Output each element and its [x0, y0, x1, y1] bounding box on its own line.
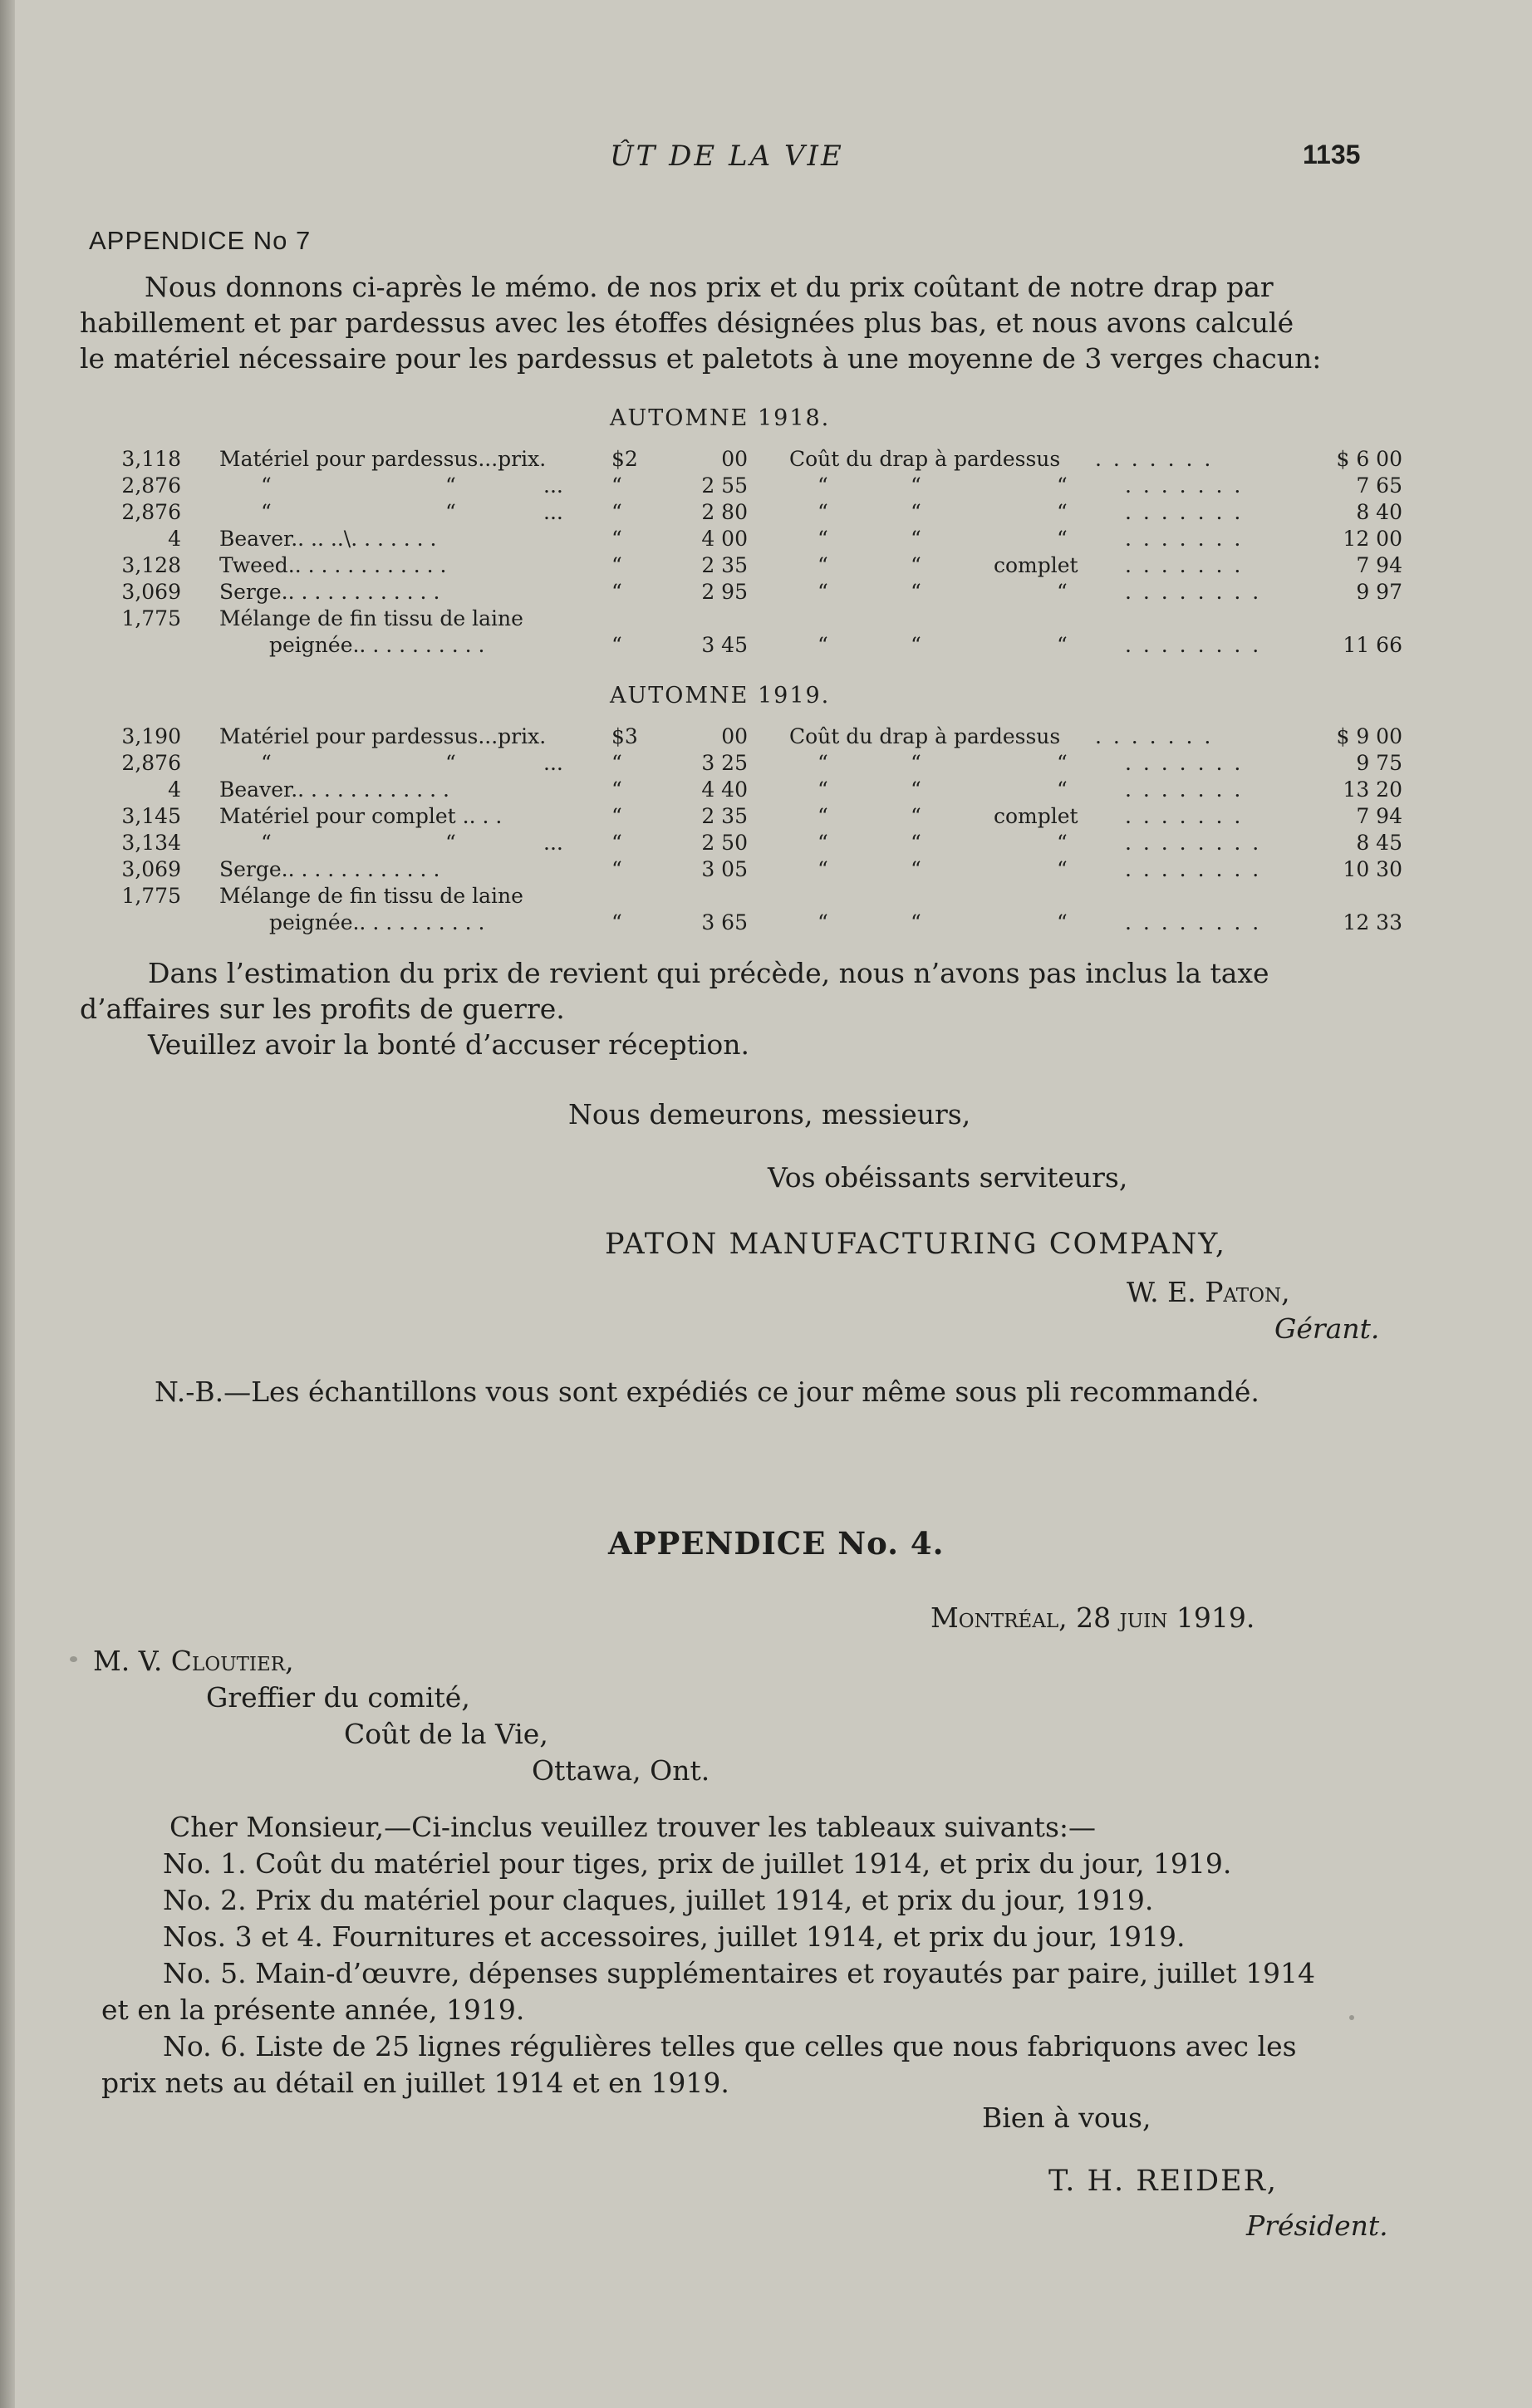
ditto-mark: “ — [911, 633, 921, 657]
total-cell: $ 6 00 — [1336, 447, 1402, 471]
appendix-7-intro — [80, 269, 1384, 376]
price-cell: 4 00 — [701, 527, 748, 551]
ditto-mark: “ — [818, 500, 828, 524]
ditto-mark: “ — [1057, 910, 1068, 934]
leader-dots: . . . . . . . . — [1125, 857, 1262, 881]
total-cell: 9 97 — [1356, 580, 1402, 604]
table-row — [42, 553, 1402, 580]
page-number: 1135 — [1303, 140, 1361, 169]
price-prefix: “ — [611, 553, 622, 577]
price-cell: 2 35 — [701, 804, 748, 828]
ditto-mark: “ — [1057, 857, 1068, 881]
table-row — [42, 804, 1402, 831]
table-row — [42, 884, 1371, 910]
ditto-mark: “ — [261, 500, 272, 524]
description-cell: peignée.. . . . . . . . . . — [269, 910, 485, 934]
ditto-mark: “ — [818, 580, 828, 604]
ditto-mark: “ — [1057, 777, 1068, 802]
leader-dots: . . . . . . . . — [1125, 633, 1262, 657]
price-cell: 3 65 — [701, 910, 748, 934]
quantity-cell: 2,876 — [121, 500, 181, 524]
ditto-mark: “ — [911, 580, 921, 604]
signer-title: Président. — [1246, 2209, 1388, 2242]
total-cell: 11 66 — [1343, 633, 1402, 657]
price-prefix: “ — [611, 527, 622, 551]
section-title: AUTOMNE 1918. — [610, 405, 831, 431]
dateline: Montréal, 28 juin 1919. — [930, 1601, 1255, 1634]
address-line: M. V. Cloutier, — [93, 1645, 294, 1677]
cost-description: Coût du drap à pardessus — [789, 724, 1061, 748]
body-line: et en la présente année, 1919. — [101, 1994, 525, 2026]
table-row — [42, 831, 1402, 857]
description-cell: Matériel pour pardessus...prix. — [219, 724, 547, 748]
closing: Bien à vous, — [982, 2101, 1151, 2134]
ditto-mark: “ — [1057, 500, 1068, 524]
ditto-mark: “ — [1057, 751, 1068, 775]
ditto-mark: “ — [911, 553, 921, 577]
price-cell: 2 95 — [701, 580, 748, 604]
description-cell: Matériel pour pardessus...prix. — [219, 447, 547, 471]
binding-gutter — [0, 0, 15, 2408]
leader-dots: ... — [543, 473, 563, 498]
description-cell: Beaver.. . . . . . . . . . . . — [219, 777, 449, 802]
ditto-mark: “ — [818, 553, 828, 577]
total-cell: 9 75 — [1356, 751, 1402, 775]
table-row — [42, 724, 1402, 751]
quantity-cell: 2,876 — [121, 751, 181, 775]
ditto-mark: “ — [445, 831, 456, 855]
running-title: ÛT DE LA VIE — [610, 140, 844, 173]
quantity-cell: 3,069 — [121, 857, 181, 881]
price-cell: 3 25 — [701, 751, 748, 775]
quantity-cell: 1,775 — [121, 884, 181, 908]
total-cell: 7 94 — [1356, 553, 1402, 577]
ditto-mark: “ — [911, 857, 921, 881]
ditto-mark: “ — [911, 473, 921, 498]
quantity-cell: 3,190 — [121, 724, 181, 748]
signer-name: T. H. REIDER, — [1048, 2165, 1279, 2198]
table-row — [42, 527, 1402, 553]
table-row — [42, 777, 1402, 804]
ditto-mark: “ — [818, 804, 828, 828]
signer-title: Gérant. — [1274, 1312, 1380, 1345]
ditto-mark: “ — [818, 751, 828, 775]
company-name: PATON MANUFACTURING COMPANY, — [605, 1228, 1227, 1261]
price-cell: 2 80 — [701, 500, 748, 524]
ditto-mark: “ — [911, 500, 921, 524]
quantity-cell: 3,128 — [121, 553, 181, 577]
total-cell: 13 20 — [1343, 777, 1402, 802]
table-row — [42, 910, 1402, 937]
body-line: Nos. 3 et 4. Fournitures et accessoires, juillet 1914, et prix du jour, 1919. — [163, 1920, 1186, 1953]
description-cell: Tweed.. . . . . . . . . . . . — [219, 553, 447, 577]
table-row — [42, 857, 1402, 884]
price-prefix: “ — [611, 473, 622, 498]
price-cell: 3 45 — [701, 633, 748, 657]
ditto-mark: “ — [911, 831, 921, 855]
ditto-mark: “ — [818, 831, 828, 855]
complet-label: complet — [994, 553, 1078, 577]
quantity-cell: 3,145 — [121, 804, 181, 828]
closing-line: d’affaires sur les profits de guerre. — [80, 993, 565, 1025]
ditto-mark: “ — [445, 500, 456, 524]
closing-line: Veuillez avoir la bonté d’accuser réception. — [148, 1028, 750, 1061]
address-line: Greffier du comité, — [206, 1681, 470, 1714]
ditto-mark: “ — [911, 527, 921, 551]
total-cell: 7 65 — [1356, 473, 1402, 498]
table-row — [42, 751, 1402, 777]
price-cell: 3 05 — [701, 857, 748, 881]
address-line: Coût de la Vie, — [344, 1718, 548, 1750]
quantity-cell: 1,775 — [121, 606, 181, 630]
price-cell: 00 — [721, 447, 748, 471]
quantity-cell: 2,876 — [121, 473, 181, 498]
body-line: No. 5. Main-d’œuvre, dépenses supplémentaires et royautés par paire, juillet 1914 — [163, 1957, 1316, 1989]
price-prefix: “ — [611, 500, 622, 524]
intro-line: le matériel nécessaire pour les pardessus et paletots à une moyenne de 3 verges chacun: — [80, 342, 1322, 375]
quantity-cell: 4 — [168, 527, 181, 551]
intro-line: habillement et par pardessus avec les étoffes désignées plus bas, et nous avons calculé — [80, 307, 1294, 339]
table-row — [42, 473, 1402, 500]
address-line: Ottawa, Ont. — [532, 1754, 710, 1787]
leader-dots: . . . . . . . — [1125, 553, 1244, 577]
quantity-cell: 4 — [168, 777, 181, 802]
table-row — [42, 500, 1402, 527]
leader-dots: . . . . . . . — [1125, 473, 1244, 498]
price-prefix: “ — [611, 831, 622, 855]
appendix-7-heading: APPENDICE No 7 — [89, 226, 312, 255]
ditto-mark: “ — [818, 527, 828, 551]
price-prefix: “ — [611, 804, 622, 828]
ditto-mark: “ — [1057, 473, 1068, 498]
intro-line: Nous donnons ci-après le mémo. de nos prix et du prix coûtant de notre drap par — [145, 271, 1274, 303]
body-line: prix nets au détail en juillet 1914 et en 1919. — [101, 2067, 729, 2099]
description-cell: Matériel pour complet .. . . — [219, 804, 503, 828]
total-cell: 7 94 — [1356, 804, 1402, 828]
ditto-mark: “ — [911, 777, 921, 802]
ditto-mark: “ — [261, 751, 272, 775]
price-cell: 2 35 — [701, 553, 748, 577]
ditto-mark: “ — [261, 473, 272, 498]
total-cell: 12 00 — [1343, 527, 1402, 551]
description-cell: Serge.. . . . . . . . . . . . — [219, 857, 440, 881]
ditto-mark: “ — [818, 910, 828, 934]
ditto-mark: “ — [1057, 527, 1068, 551]
ditto-mark: “ — [1057, 831, 1068, 855]
price-prefix: “ — [611, 633, 622, 657]
leader-dots: . . . . . . . — [1125, 500, 1244, 524]
section-title: AUTOMNE 1919. — [610, 683, 831, 709]
ditto-mark: “ — [911, 804, 921, 828]
body-line: No. 2. Prix du matériel pour claques, juillet 1914, et prix du jour, 1919. — [163, 1884, 1154, 1916]
leader-dots: ... — [543, 751, 563, 775]
leader-dots: ... — [543, 500, 563, 524]
price-table-1919 — [42, 724, 1402, 940]
closing-line: Dans l’estimation du prix de revient qui précède, nous n’avons pas inclus la taxe — [148, 957, 1269, 989]
cost-description: Coût du drap à pardessus — [789, 447, 1061, 471]
table-row — [42, 606, 1371, 633]
price-cell: 4 40 — [701, 777, 748, 802]
description-cell: Mélange de fin tissu de laine — [219, 884, 523, 908]
leader-dots: . . . . . . . — [1095, 447, 1214, 471]
quantity-cell: 3,134 — [121, 831, 181, 855]
body-line: Cher Monsieur,—Ci-inclus veuillez trouver les tableaux suivants:— — [169, 1811, 1096, 1843]
total-cell: 8 40 — [1356, 500, 1402, 524]
total-cell: 8 45 — [1356, 831, 1402, 855]
ditto-mark: “ — [818, 777, 828, 802]
leader-dots: . . . . . . . — [1125, 777, 1244, 802]
price-prefix: “ — [611, 751, 622, 775]
quantity-cell: 3,118 — [121, 447, 181, 471]
leader-dots: . . . . . . . — [1125, 751, 1244, 775]
total-cell: $ 9 00 — [1336, 724, 1402, 748]
description-cell: peignée.. . . . . . . . . . — [269, 633, 485, 657]
price-prefix: “ — [611, 580, 622, 604]
ink-speck — [1349, 2015, 1354, 2020]
nb-note: N.-B.—Les échantillons vous sont expédiés ce jour même sous pli recommandé. — [155, 1376, 1259, 1408]
ditto-mark: “ — [911, 910, 921, 934]
appendix-4-heading: APPENDICE No. 4. — [608, 1525, 945, 1562]
ditto-mark: “ — [261, 831, 272, 855]
valediction: Vos obéissants serviteurs, — [768, 1161, 1128, 1194]
price-prefix: “ — [611, 777, 622, 802]
price-prefix: “ — [611, 857, 622, 881]
leader-dots: . . . . . . . — [1125, 527, 1244, 551]
leader-dots: . . . . . . . . — [1125, 910, 1262, 934]
price-cell: 2 55 — [701, 473, 748, 498]
body-line: No. 6. Liste de 25 lignes régulières telles que celles que nous fabriquons avec les — [163, 2030, 1297, 2062]
price-prefix: $3 — [611, 724, 638, 748]
ditto-mark: “ — [445, 751, 456, 775]
ditto-mark: “ — [818, 857, 828, 881]
price-prefix: $2 — [611, 447, 638, 471]
body-line: No. 1. Coût du matériel pour tiges, prix de juillet 1914, et prix du jour, 1919. — [163, 1847, 1232, 1880]
quantity-cell: 3,069 — [121, 580, 181, 604]
description-cell: Beaver.. .. ..\. . . . . . . — [219, 527, 437, 551]
ditto-mark: “ — [1057, 633, 1068, 657]
total-cell: 12 33 — [1343, 910, 1402, 934]
price-cell: 2 50 — [701, 831, 748, 855]
leader-dots: . . . . . . . — [1125, 804, 1244, 828]
complet-label: complet — [994, 804, 1078, 828]
table-row — [42, 633, 1402, 660]
ditto-mark: “ — [818, 633, 828, 657]
leader-dots: . . . . . . . . — [1125, 831, 1262, 855]
ink-speck — [70, 1656, 77, 1662]
table-row — [42, 580, 1402, 606]
ditto-mark: “ — [818, 473, 828, 498]
price-table-1918 — [42, 447, 1402, 663]
table-row — [42, 447, 1402, 473]
ditto-mark: “ — [1057, 580, 1068, 604]
appendix-7-closing — [80, 955, 1384, 1062]
price-prefix: “ — [611, 910, 622, 934]
leader-dots: . . . . . . . — [1095, 724, 1214, 748]
ditto-mark: “ — [911, 751, 921, 775]
total-cell: 10 30 — [1343, 857, 1402, 881]
leader-dots: ... — [543, 831, 563, 855]
salutation: Nous demeurons, messieurs, — [568, 1098, 971, 1130]
price-cell: 00 — [721, 724, 748, 748]
signer-name: W. E. Paton, — [1127, 1276, 1290, 1308]
leader-dots: . . . . . . . . — [1125, 580, 1262, 604]
description-cell: Mélange de fin tissu de laine — [219, 606, 523, 630]
ditto-mark: “ — [445, 473, 456, 498]
description-cell: Serge.. . . . . . . . . . . . — [219, 580, 440, 604]
